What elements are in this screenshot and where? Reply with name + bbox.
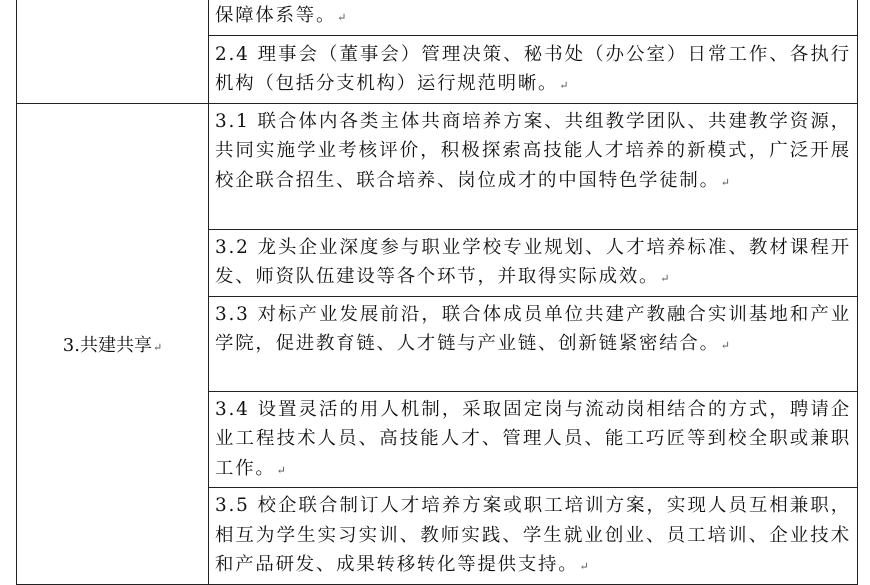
paragraph-mark-icon: ↵ — [152, 340, 163, 354]
item-text: 3.5 校企联合制订人才培养方案或职工培训方案，实现人员互相兼职，相互为学生实习实训、教师实践、学生就业创业、员工培训、企业技术和产品研发、成果转移转化等提供支持。 — [215, 495, 851, 575]
item-cell — [209, 103, 858, 229]
group-cell-empty — [17, 0, 209, 103]
item-cell — [209, 0, 858, 35]
item-text: 2.4 理事会（董事会）管理决策、秘书处（办公室）日常工作、各执行机构（包括分支机构）运行规范明晰。 — [215, 43, 851, 94]
paragraph-mark-icon: ↵ — [579, 560, 589, 573]
table-row — [17, 103, 858, 229]
group-cell — [17, 103, 209, 584]
paragraph-mark-icon: ↵ — [720, 339, 730, 352]
item-cell — [209, 35, 858, 103]
item-cell — [209, 391, 858, 488]
table-row — [17, 0, 858, 35]
item-text: 3.2 龙头企业深度参与职业学校专业规划、人才培养标准、教材课程开发、师资队伍建设等各个环节，并取得实际成效。 — [215, 236, 851, 287]
group-label: 3.共建共享 — [62, 334, 152, 356]
paragraph-mark-icon: ↵ — [337, 11, 347, 24]
item-cell — [209, 296, 858, 391]
item-cell — [209, 229, 858, 296]
criteria-table — [16, 0, 858, 585]
item-text: 保障体系等。 — [215, 5, 337, 26]
item-text: 3.3 对标产业发展前沿，联合体成员单位共建产教融合实训基地和产业学院，促进教育链、人才链与产业链、创新链紧密结合。 — [215, 303, 851, 354]
item-text: 3.4 设置灵活的用人机制，采取固定岗与流动岗相结合的方式，聘请企业工程技术人员、高技能人才、管理人员、能工巧匠等到校全职或兼职工作。 — [215, 398, 851, 479]
item-text: 3.1 联合体内各类主体共商培养方案、共组教学团队、共建教学资源，共同实施学业考核评价，积极探索高技能人才培养的新模式，广泛开展校企联合招生、联合培养、岗位成才的中国特色学徒制。 — [215, 110, 851, 191]
item-cell — [209, 488, 858, 585]
paragraph-mark-icon: ↵ — [276, 463, 286, 477]
paragraph-mark-icon: ↵ — [720, 175, 730, 189]
paragraph-mark-icon: ↵ — [559, 79, 569, 92]
paragraph-mark-icon: ↵ — [660, 272, 670, 285]
